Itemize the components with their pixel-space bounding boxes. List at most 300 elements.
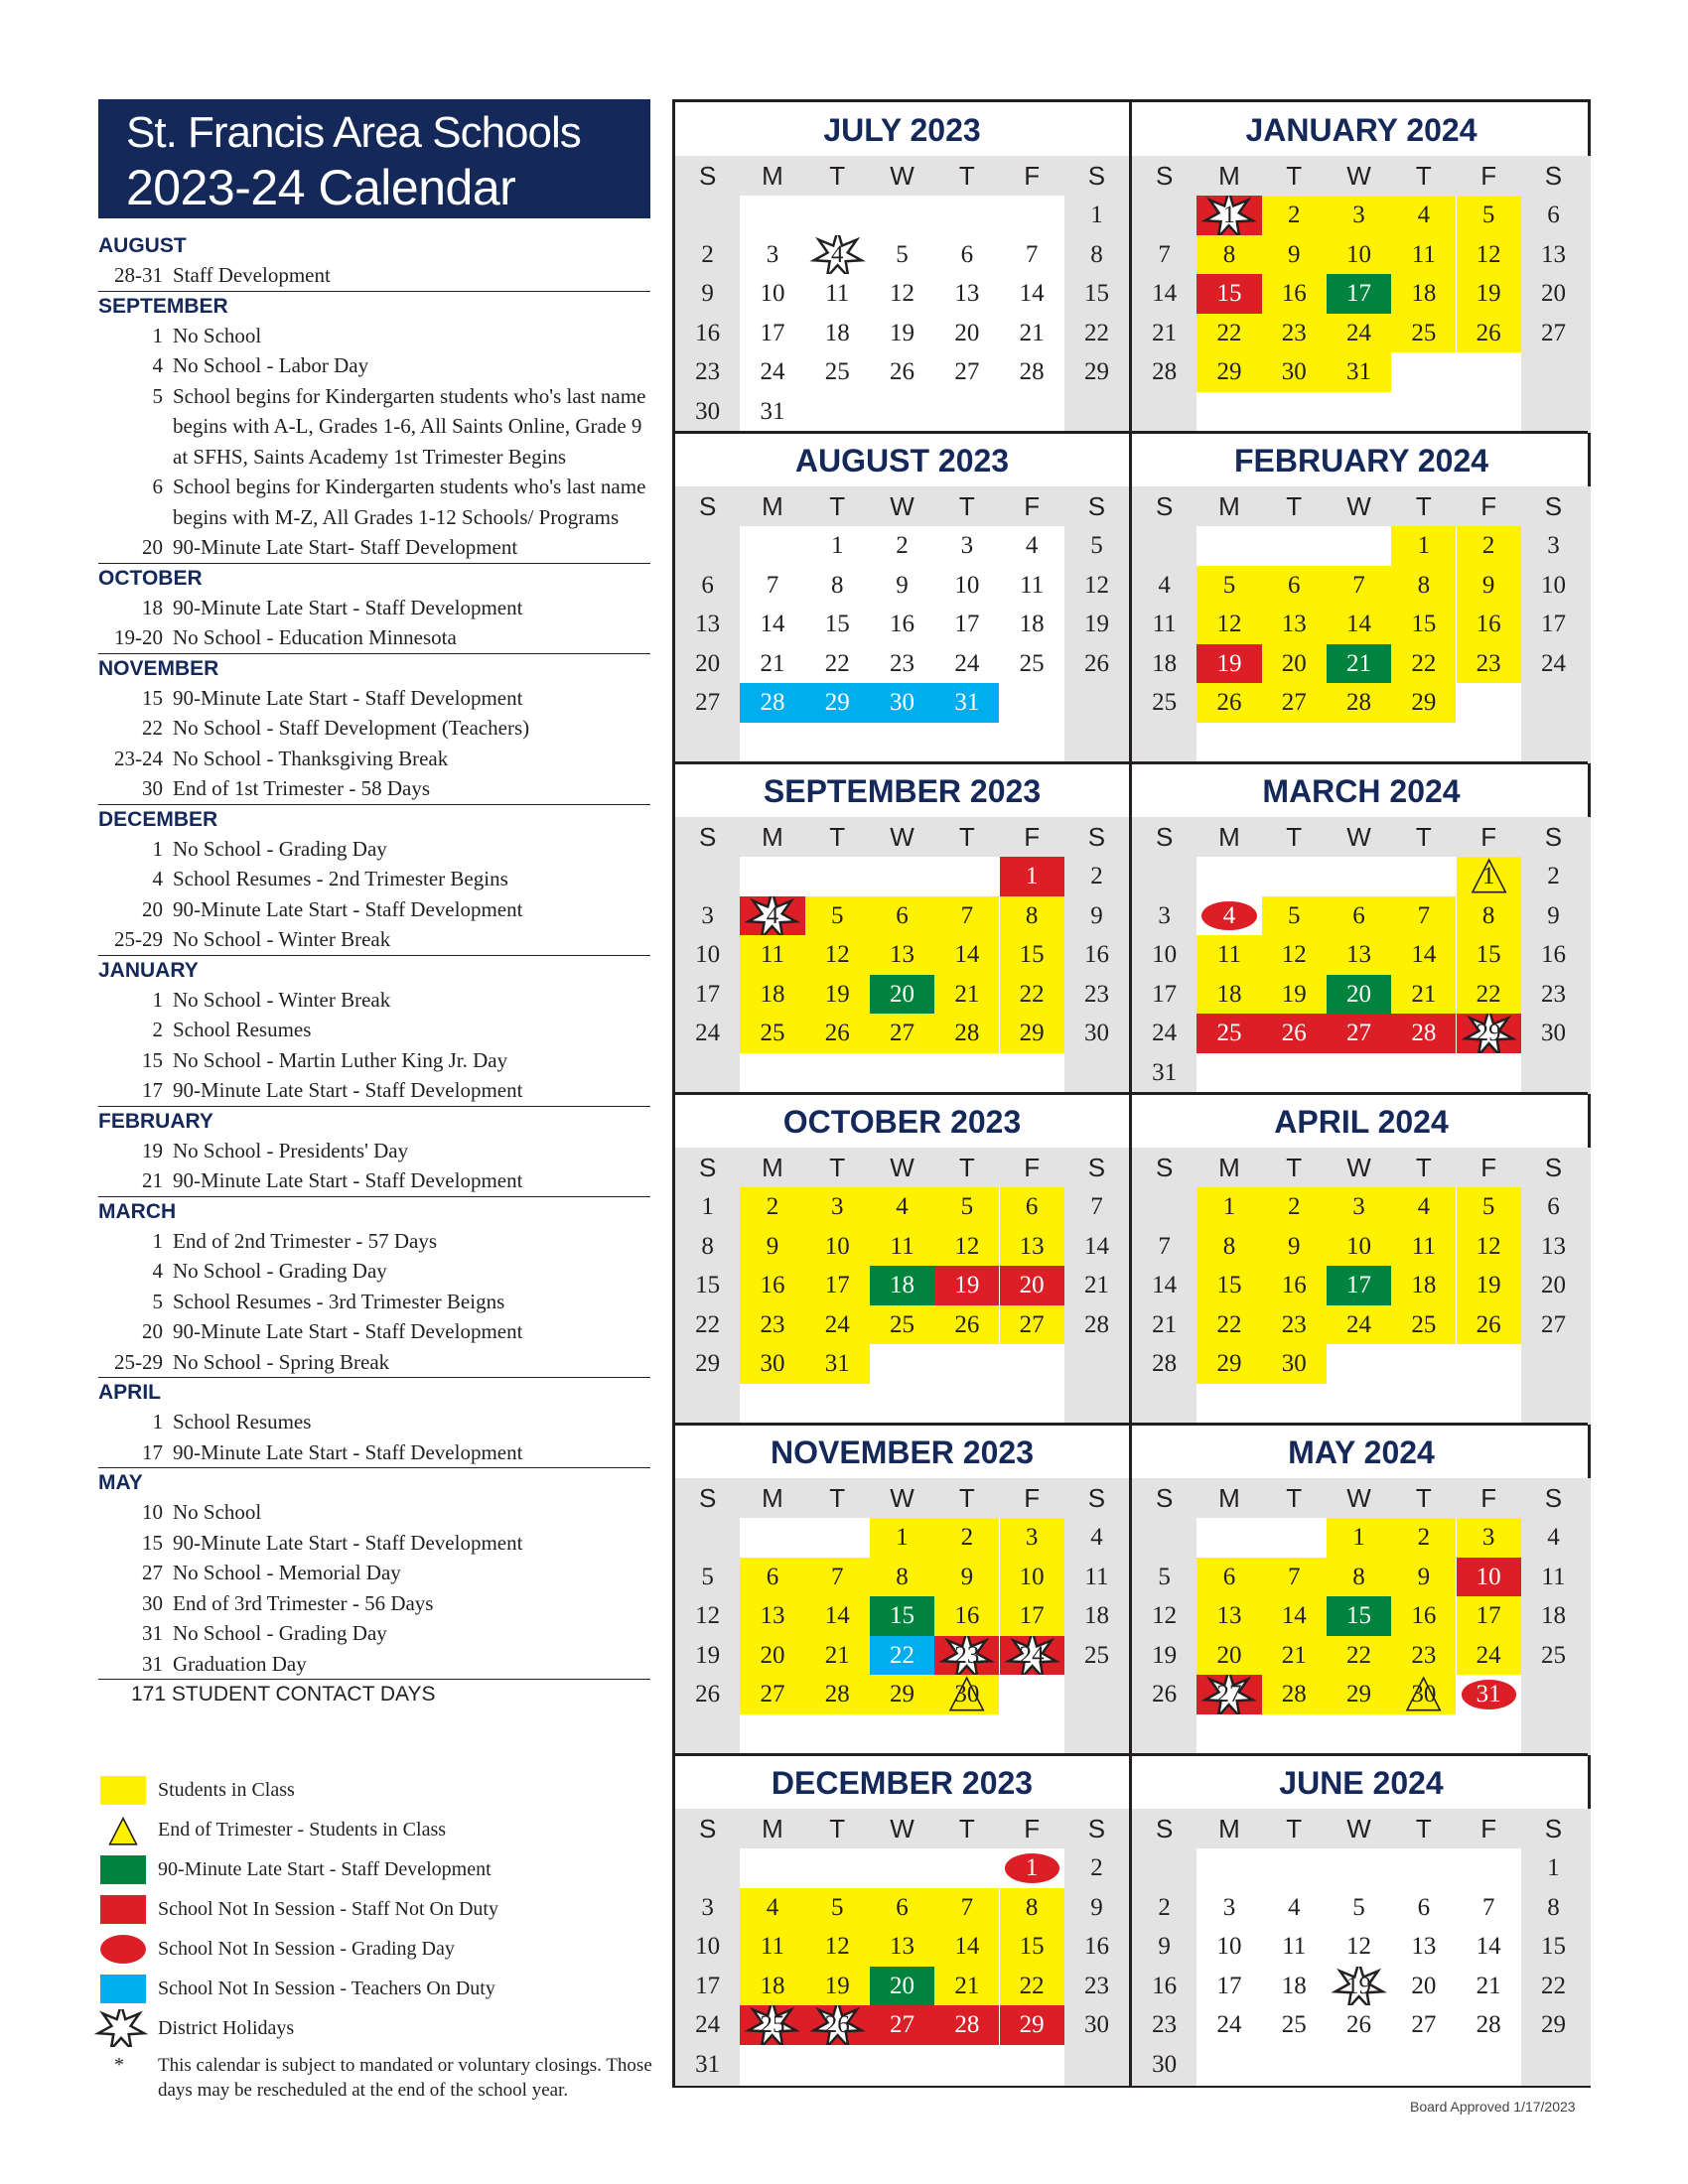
event-month-heading: OCTOBER — [98, 566, 203, 590]
day-cell — [1000, 526, 1064, 566]
day-cell — [870, 2005, 934, 2045]
day-cell — [1457, 896, 1521, 936]
day-number: 7 — [1158, 240, 1171, 268]
day-cell — [740, 1305, 804, 1345]
weekday-header: M — [762, 1153, 783, 1182]
event-item — [98, 1316, 650, 1347]
day-cell — [740, 896, 804, 936]
day-number: 4 — [830, 240, 844, 268]
weekday-header: T — [958, 822, 975, 852]
day-cell — [870, 1187, 934, 1227]
day-number: 20 — [1411, 1972, 1437, 1999]
day-cell — [1000, 857, 1064, 896]
day-cell — [870, 566, 934, 606]
day-cell — [1262, 314, 1327, 353]
day-number: 22 — [1411, 649, 1437, 677]
day-number: 18 — [1152, 649, 1178, 677]
event-item — [98, 894, 650, 925]
day-cell — [740, 644, 804, 684]
day-cell — [870, 1266, 934, 1305]
day-cell — [934, 274, 999, 314]
event-item — [98, 924, 650, 956]
day-cell — [805, 352, 870, 392]
day-number: 20 — [1216, 1641, 1242, 1669]
day-number: 4 — [1025, 532, 1039, 559]
day-cell — [675, 1927, 740, 1967]
event-item — [98, 864, 650, 894]
day-cell — [1132, 1266, 1196, 1305]
weekday-header: T — [829, 822, 846, 852]
day-cell — [1521, 1927, 1586, 1967]
weekday-header: T — [829, 161, 846, 191]
day-number: 13 — [954, 280, 980, 308]
day-cell — [1391, 1888, 1456, 1928]
day-cell — [1064, 605, 1129, 644]
day-cell — [1521, 2005, 1586, 2045]
event-item — [98, 1136, 650, 1166]
day-number: 22 — [1216, 1310, 1242, 1338]
day-number: 20 — [890, 980, 915, 1008]
legend-label: School Not In Session - Teachers On Duty — [158, 1978, 495, 1999]
day-number: 18 — [824, 319, 850, 346]
weekday-header: F — [1480, 1153, 1497, 1182]
day-cell — [1391, 975, 1456, 1015]
day-number: 21 — [1476, 1972, 1501, 1999]
day-cell — [1064, 526, 1129, 566]
day-number: 23 — [695, 358, 721, 386]
day-cell — [1262, 235, 1327, 275]
day-number: 1 — [1222, 202, 1236, 228]
weekday-header: W — [890, 1483, 914, 1513]
event-date: 28-31 — [114, 263, 163, 287]
day-cell — [1196, 1927, 1261, 1967]
day-number: 17 — [1346, 280, 1372, 308]
day-number: 27 — [1411, 2011, 1437, 2039]
day-number: 11 — [1152, 611, 1177, 638]
day-number: 17 — [1540, 611, 1566, 638]
weekday-header: T — [1286, 491, 1303, 521]
day-number: 8 — [1222, 1232, 1236, 1260]
day-cell — [805, 1636, 870, 1676]
day-number: 6 — [1222, 1563, 1236, 1590]
day-cell — [1262, 2005, 1327, 2045]
day-number: 28 — [1152, 1350, 1178, 1378]
day-cell — [1196, 896, 1261, 936]
day-cell — [1521, 975, 1586, 1015]
day-number: 25 — [890, 1310, 915, 1338]
day-cell — [1196, 644, 1261, 684]
month-january-2024 — [1132, 102, 1591, 433]
weekday-header: T — [1415, 1153, 1432, 1182]
day-cell — [1000, 352, 1064, 392]
event-item — [98, 1649, 650, 1681]
day-number: 5 — [830, 901, 844, 929]
day-cell — [1457, 605, 1521, 644]
event-text: No School — [173, 323, 262, 347]
day-cell — [1391, 1927, 1456, 1967]
weekday-header: F — [1024, 822, 1041, 852]
event-item — [98, 1347, 650, 1379]
weekday-header: M — [1218, 161, 1240, 191]
day-number: 10 — [1216, 1933, 1242, 1961]
day-cell — [1327, 1967, 1391, 2006]
day-cell — [1196, 566, 1261, 606]
day-cell — [1064, 1596, 1129, 1636]
day-number: 31 — [954, 689, 980, 717]
day-number: 1 — [830, 532, 844, 559]
day-cell — [870, 935, 934, 975]
day-cell — [1262, 1558, 1327, 1597]
event-date: 20 — [142, 1319, 163, 1343]
day-number: 19 — [824, 980, 850, 1008]
day-cell — [675, 1636, 740, 1676]
day-number: 19 — [824, 1972, 850, 1999]
day-number: 2 — [896, 532, 909, 559]
event-month-heading: MARCH — [98, 1199, 177, 1223]
day-cell — [1457, 1967, 1521, 2006]
row-divider — [675, 1423, 1588, 1426]
event-text: No School - Grading Day — [173, 1259, 387, 1283]
weekday-header: S — [1087, 822, 1106, 852]
day-cell — [1391, 896, 1456, 936]
day-cell — [1132, 235, 1196, 275]
day-cell — [740, 975, 804, 1015]
day-number: 26 — [824, 2011, 850, 2039]
event-month-heading: JANUARY — [98, 958, 199, 982]
event-date: 1 — [152, 323, 163, 347]
day-number: 13 — [890, 1933, 915, 1961]
day-cell — [805, 1967, 870, 2006]
day-number: 16 — [890, 611, 915, 638]
day-cell — [675, 1227, 740, 1267]
day-cell — [740, 1227, 804, 1267]
day-number: 6 — [1352, 901, 1365, 929]
day-number: 18 — [1019, 611, 1045, 638]
row-divider — [675, 761, 1588, 764]
day-cell — [1064, 1518, 1129, 1558]
weekday-header: F — [1024, 161, 1041, 191]
day-cell — [1391, 683, 1456, 723]
day-cell — [934, 1187, 999, 1227]
day-cell — [675, 1558, 740, 1597]
event-item — [98, 1256, 650, 1287]
weekday-header: T — [829, 1153, 846, 1182]
weekday-header: T — [958, 491, 975, 521]
day-cell — [1000, 896, 1064, 936]
day-number: 2 — [1090, 1854, 1103, 1881]
day-number: 1 — [701, 1193, 714, 1220]
day-cell — [1327, 644, 1391, 684]
day-cell — [1000, 1636, 1064, 1676]
day-number: 14 — [760, 611, 785, 638]
legend-label: District Holidays — [158, 2017, 295, 2039]
day-number: 10 — [1476, 1563, 1501, 1590]
event-text: 90-Minute Late Start - Staff Development — [173, 896, 523, 921]
day-number: 1 — [1222, 1193, 1236, 1220]
month-november-2023 — [675, 1425, 1129, 1755]
day-cell — [1196, 1266, 1261, 1305]
day-cell — [1521, 1305, 1586, 1345]
month-may-2024 — [1132, 1425, 1591, 1755]
day-number: 8 — [1352, 1563, 1365, 1590]
day-cell — [1521, 566, 1586, 606]
day-number: 28 — [1083, 1310, 1109, 1338]
day-number: 5 — [1222, 571, 1236, 599]
day-number: 26 — [824, 1020, 850, 1047]
day-cell — [870, 352, 934, 392]
day-cell — [1327, 314, 1391, 353]
day-number: 4 — [1417, 202, 1431, 228]
day-number: 1 — [1417, 532, 1431, 559]
legend-label: 90-Minute Late Start - Staff Development — [158, 1858, 492, 1880]
day-number: 8 — [896, 1563, 909, 1590]
day-number: 31 — [824, 1350, 850, 1378]
day-number: 12 — [1476, 1232, 1501, 1260]
day-cell — [1262, 196, 1327, 235]
weekday-header: M — [762, 822, 783, 852]
day-number: 9 — [766, 1232, 779, 1260]
day-number: 17 — [1152, 980, 1178, 1008]
event-text: No School — [173, 1500, 262, 1524]
trimester-triangle-icon — [100, 1816, 146, 1847]
weekday-header: T — [1415, 822, 1432, 852]
day-cell — [870, 274, 934, 314]
day-number: 15 — [1019, 941, 1045, 969]
day-number: 31 — [1346, 358, 1372, 386]
day-number: 15 — [1346, 1602, 1372, 1630]
day-number: 9 — [1090, 1893, 1103, 1921]
day-cell — [1064, 235, 1129, 275]
day-number: 18 — [1216, 980, 1242, 1008]
day-number: 20 — [954, 319, 980, 346]
day-cell — [1196, 1636, 1261, 1676]
day-number: 13 — [1540, 240, 1566, 268]
weekday-header: S — [1544, 161, 1563, 191]
event-text: No School - Grading Day — [173, 836, 387, 861]
day-cell — [1457, 1187, 1521, 1227]
day-number: 25 — [760, 1020, 785, 1047]
day-number: 22 — [890, 1641, 915, 1669]
day-cell — [1457, 274, 1521, 314]
day-number: 3 — [1158, 901, 1171, 929]
day-number: 9 — [896, 571, 909, 599]
day-number: 11 — [1411, 240, 1436, 268]
day-number: 19 — [1346, 1972, 1372, 1999]
event-date: 17 — [142, 1078, 163, 1102]
day-number: 6 — [766, 1563, 779, 1590]
day-cell — [805, 605, 870, 644]
month-title: SEPTEMBER 2023 — [763, 773, 1042, 809]
day-number: 21 — [954, 1972, 980, 1999]
day-number: 27 — [1346, 1020, 1372, 1047]
weekday-header: S — [1087, 491, 1106, 521]
event-date: 4 — [152, 1259, 163, 1283]
weekday-header: S — [698, 161, 717, 191]
day-cell — [1196, 1187, 1261, 1227]
day-number: 21 — [1152, 1310, 1178, 1338]
weekday-header: M — [762, 161, 783, 191]
day-number: 18 — [1411, 1272, 1437, 1299]
day-number: 31 — [1152, 1059, 1178, 1086]
holiday-star-icon — [92, 2009, 150, 2047]
day-cell — [1327, 196, 1391, 235]
day-number: 3 — [701, 901, 714, 929]
day-cell — [740, 314, 804, 353]
day-number: 30 — [1152, 2051, 1178, 2078]
month-title: JANUARY 2024 — [1245, 112, 1477, 148]
day-number: 22 — [1540, 1972, 1566, 1999]
day-number: 21 — [1083, 1272, 1109, 1299]
day-cell — [1132, 605, 1196, 644]
day-number: 16 — [1152, 1972, 1178, 1999]
month-title: NOVEMBER 2023 — [771, 1434, 1034, 1470]
day-number: 15 — [1216, 280, 1242, 308]
event-date: 1 — [152, 836, 163, 861]
event-date: 1 — [152, 1228, 163, 1253]
day-cell — [1327, 683, 1391, 723]
day-cell — [1064, 352, 1129, 392]
day-cell — [1132, 1596, 1196, 1636]
day-cell — [1457, 1305, 1521, 1345]
event-text: End of 3rd Trimester - 56 Days — [173, 1590, 434, 1615]
day-number: 4 — [1287, 1893, 1301, 1921]
event-item — [98, 1437, 650, 1469]
day-cell — [934, 605, 999, 644]
day-cell — [1064, 896, 1129, 936]
day-number: 14 — [1152, 1272, 1178, 1299]
day-cell — [805, 1305, 870, 1345]
day-number: 15 — [1540, 1933, 1566, 1961]
day-cell — [1327, 1518, 1391, 1558]
day-number: 6 — [701, 571, 714, 599]
day-number: 14 — [1152, 280, 1178, 308]
month-title: APRIL 2024 — [1274, 1104, 1449, 1140]
weekday-header: T — [1415, 1483, 1432, 1513]
day-cell — [870, 1558, 934, 1597]
day-cell — [740, 1927, 804, 1967]
event-date: 20 — [142, 535, 163, 559]
weekday-header: W — [890, 822, 914, 852]
weekday-header: W — [890, 161, 914, 191]
day-number: 11 — [760, 1933, 784, 1961]
event-text: 90-Minute Late Start - Staff Development — [173, 1530, 523, 1555]
day-cell — [1521, 1518, 1586, 1558]
day-number: 1 — [1025, 1854, 1039, 1881]
event-date: 27 — [142, 1561, 163, 1584]
day-cell — [675, 235, 740, 275]
day-cell — [870, 235, 934, 275]
day-number: 9 — [960, 1563, 974, 1590]
weekday-header: M — [1218, 1153, 1240, 1182]
event-text: School Resumes - 2nd Trimester Begins — [173, 867, 508, 890]
day-number: 19 — [1083, 611, 1109, 638]
weekday-header: S — [1544, 1483, 1563, 1513]
weekday-header: T — [1286, 1153, 1303, 1182]
event-item — [98, 1045, 650, 1076]
footnote-text: This calendar is subject to mandated or voluntary closings. Those days may be rescheduled at the end of the school year. — [158, 2055, 652, 2101]
weekday-header: S — [1544, 822, 1563, 852]
day-cell — [1521, 1848, 1586, 1888]
day-cell — [1457, 1014, 1521, 1053]
day-cell — [1521, 896, 1586, 936]
day-number: 18 — [760, 1972, 785, 1999]
day-cell — [805, 896, 870, 936]
day-number: 24 — [695, 2011, 721, 2039]
day-number: 24 — [1346, 1310, 1372, 1338]
day-number: 2 — [1090, 863, 1103, 889]
day-cell — [675, 566, 740, 606]
day-number: 23 — [1281, 319, 1307, 346]
day-cell — [1391, 235, 1456, 275]
weekday-header: F — [1480, 491, 1497, 521]
event-item — [98, 321, 650, 351]
day-cell — [870, 314, 934, 353]
event-text: 90-Minute Late Start - Staff Development — [173, 1439, 523, 1464]
day-number: 8 — [1025, 1893, 1039, 1921]
day-cell — [870, 1014, 934, 1053]
day-cell — [1521, 1266, 1586, 1305]
day-number: 15 — [824, 611, 850, 638]
day-cell — [1064, 1967, 1129, 2006]
event-text: School begins for Kindergarten students who's last name begins with A-L, Grades 1-6, All Saints Online, Grade 9 at SFHS, Saints Academy 1st Trimester Begins — [173, 383, 646, 469]
day-number: 24 — [1152, 1020, 1178, 1047]
event-item — [98, 381, 650, 473]
day-number: 6 — [1025, 1193, 1039, 1220]
day-number: 27 — [1281, 689, 1307, 717]
day-cell — [1132, 566, 1196, 606]
day-cell — [1196, 235, 1261, 275]
event-date: 1 — [152, 1410, 163, 1433]
day-cell — [1262, 1636, 1327, 1676]
month-september-2023 — [675, 763, 1129, 1094]
month-title: MARCH 2024 — [1262, 773, 1461, 809]
day-number: 14 — [824, 1602, 850, 1630]
day-cell — [870, 1967, 934, 2006]
day-number: 14 — [1281, 1602, 1307, 1630]
day-cell — [1132, 1636, 1196, 1676]
day-cell — [1262, 1344, 1327, 1384]
day-cell — [1064, 1848, 1129, 1888]
day-cell — [1521, 1636, 1586, 1676]
weekday-header: M — [1218, 1483, 1240, 1513]
day-number: 2 — [1287, 1193, 1301, 1220]
event-date: 10 — [142, 1500, 163, 1524]
legend-swatch — [100, 1855, 146, 1884]
day-number: 10 — [1019, 1563, 1045, 1590]
day-number: 16 — [1411, 1602, 1437, 1630]
day-cell — [675, 1266, 740, 1305]
day-number: 17 — [954, 611, 980, 638]
day-cell — [1132, 1927, 1196, 1967]
day-number: 20 — [1019, 1272, 1045, 1299]
day-number: 30 — [1083, 1020, 1109, 1047]
weekday-header: S — [1155, 161, 1174, 191]
event-text: No School - Grading Day — [173, 1621, 387, 1645]
day-cell — [1457, 1596, 1521, 1636]
day-number: 23 — [1152, 2011, 1178, 2039]
day-cell — [1196, 1888, 1261, 1928]
day-cell — [1521, 1227, 1586, 1267]
day-number: 8 — [1090, 240, 1103, 268]
day-cell — [805, 235, 870, 275]
day-cell — [1327, 1266, 1391, 1305]
day-number: 29 — [695, 1350, 721, 1378]
day-cell — [1196, 196, 1261, 235]
day-number: 10 — [824, 1232, 850, 1260]
event-text: No School - Winter Break — [173, 987, 391, 1012]
day-number: 10 — [1540, 571, 1566, 599]
weekday-header: W — [1346, 1153, 1371, 1182]
